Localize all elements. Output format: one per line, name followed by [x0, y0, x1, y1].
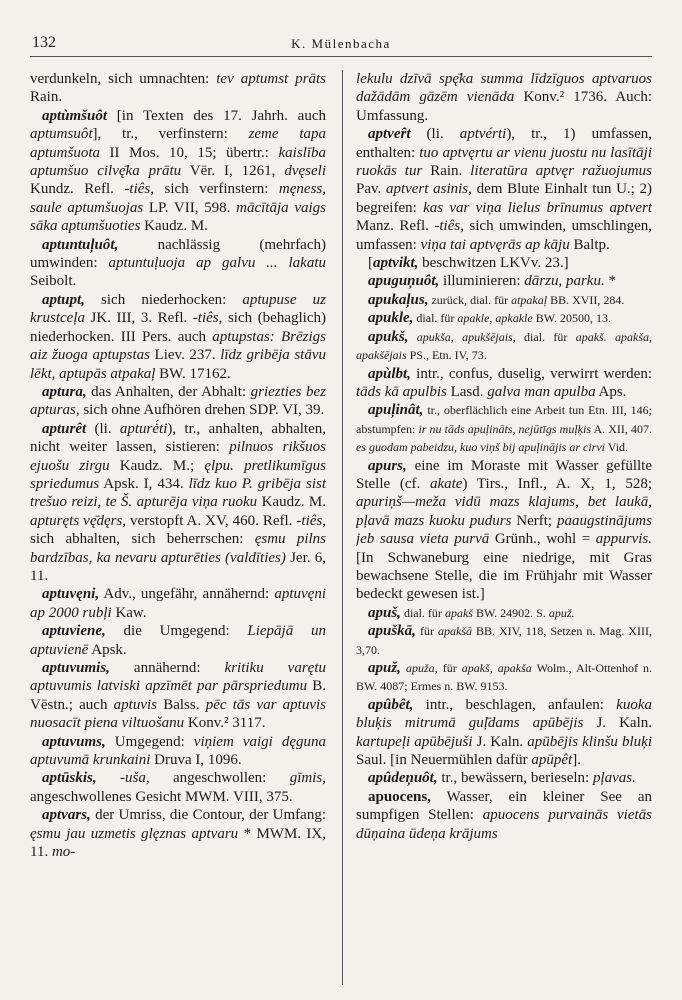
latvian-example: pļavas.: [592, 770, 636, 787]
latvian-example: tāds kā apulbis: [356, 383, 447, 400]
headword: aptuvęni,: [42, 586, 100, 603]
entry-text: Seibolt.: [30, 273, 77, 290]
entry-text: sich abhalten, sich beherrschen:: [30, 531, 255, 548]
latvian-example: ir nu tāds apuļināts, nejūtīgs muļķis: [418, 421, 591, 436]
dictionary-entry: [30, 733, 326, 770]
entry-text: dem Blute Einhalt tun U.; 2) begreifen:: [356, 181, 652, 216]
entry-text: Kaudz. M.: [257, 494, 326, 511]
latvian-example: aptupstas: Brēzigs aiz žuoga aptupstas: [30, 328, 326, 364]
entry-text: Saul. [in Neuermühlen dafür: [356, 752, 532, 769]
entry-text: LP. VII, 598.: [143, 199, 237, 216]
dictionary-entry: [356, 788, 652, 843]
entry-text: das Anhalten, der Abhalt:: [86, 383, 251, 400]
entry-text: sich (behaglich) niederhocken. III Pers. auch: [30, 310, 326, 345]
entry-text: ].: [572, 752, 581, 769]
latvian-example: ęsmu jau uzmetis glęznas aptvaru: [30, 825, 239, 842]
entry-text: Pav.: [356, 181, 386, 198]
entry-text: intr., confus, duselig, verwirrt werden:: [410, 365, 652, 382]
entry-text: Wasser, ein kleiner See an sumpfigen Stellen:: [356, 788, 652, 824]
dictionary-entry: [356, 365, 652, 402]
entry-text: Kaw.: [111, 604, 147, 621]
right-column: [356, 70, 652, 985]
headword: aptuvumis,: [42, 660, 110, 676]
entry-text: verdunkeln, sich umnachten:: [30, 71, 217, 87]
entry-note: tr., oberflächlich eine Arbeit tun Etn. III, 146; abstumpfen:: [356, 403, 652, 436]
headword: apuocens,: [368, 788, 431, 805]
entry-text: Rain.: [30, 89, 63, 106]
dictionary-entry: [356, 70, 652, 125]
latvian-example: -tiês,: [192, 310, 223, 327]
latvian-example: līdz gribēja stāvu lēkt, aptupās atpakaļ: [30, 347, 326, 382]
headword: aptūskis,: [42, 770, 97, 787]
entry-text: Kaudz. M.;: [109, 457, 205, 474]
entry-text: annähernd:: [109, 660, 225, 676]
dictionary-entry: [356, 309, 652, 327]
dictionary-entry: [356, 254, 652, 272]
latvian-example: kuoka bluķis mitrumā guļ̄dams apūbējis: [356, 696, 652, 732]
latvian-example: tev aptumst prāts: [216, 71, 326, 87]
latvian-example: -tiês,: [296, 512, 326, 529]
entry-text: Kaudz. M.: [140, 218, 208, 235]
entry-text: ], tr., verfinstern:: [92, 126, 249, 143]
latvian-example: apuriņš—meža vidū mazs klajums, bet laukā, pļavā mazs kuoku pudurs: [356, 494, 652, 529]
latvian-example: aptvérti: [459, 126, 507, 143]
entry-text: II Mos. 10, 15; übertr.:: [100, 144, 279, 161]
latvian-example: apakš, apakša: [461, 661, 532, 675]
headword: aptuvums,: [42, 733, 106, 750]
latvian-example: zeme tapa aptumšuota: [30, 126, 326, 161]
headword: apukaļus,: [368, 291, 429, 308]
dictionary-entry: [30, 769, 326, 806]
dictionary-entry: [356, 401, 652, 456]
latvian-example: akate: [429, 475, 463, 492]
latvian-example: aptumsuôt: [30, 126, 93, 143]
entry-text: BW. 17162.: [155, 365, 231, 382]
entry-text: angeschwollen:: [149, 770, 290, 787]
entry-text: [in Texten des 17. Jahrh. auch: [107, 107, 326, 124]
page-header: [30, 30, 652, 57]
entry-text: tr., bewässern, berieseln:: [437, 770, 593, 787]
entry-text: Kundz. Refl.: [30, 181, 125, 198]
entry-note: BB. XVII, 284.: [547, 292, 625, 307]
headword: aptuntuļuôt,: [42, 236, 119, 253]
latvian-example: paaugstinājums jeb sausa vieta purvā: [356, 512, 652, 548]
headword: apturêt: [42, 420, 87, 437]
latvian-example: appurvis.: [595, 531, 652, 548]
latvian-example: kas var viņa lielus brīnumus aptvert: [423, 199, 652, 216]
entry-text: Druva I, 1096.: [150, 752, 242, 769]
entry-text: Apsk. I, 434.: [99, 475, 189, 492]
entry-text: Apsk.: [88, 641, 127, 658]
headword: apûbêt,: [368, 696, 414, 713]
entry-text: J. Kaln.: [583, 715, 652, 732]
dictionary-entry: [30, 291, 326, 383]
entry-text: Manz. Refl.: [356, 218, 435, 235]
entry-text: Umgegend:: [105, 733, 194, 750]
latvian-example: kartupeļi apūbējuši: [356, 733, 473, 750]
entry-note: für: [415, 624, 438, 639]
latvian-example: aptuvis: [113, 696, 158, 713]
entry-text: B. Vēstn.; auch: [30, 678, 326, 713]
entry-text: [In Schwaneburg eine niedrige, mit Gras bewachsene Stelle, die im Frühjahr mit Wasser bedeckt gewesen ist.]: [356, 549, 652, 603]
latvian-example: apūbējis klinšu bluķi: [527, 733, 652, 750]
headword: aptuviene,: [42, 623, 106, 640]
entry-note: PS., Etn. IV, 73.: [406, 348, 487, 363]
running-title: K. Mülenbacha: [291, 36, 391, 51]
headword: apuš,: [368, 604, 401, 621]
entry-text: der Umriss, die Contour, der Umfang:: [90, 807, 326, 824]
latvian-example: apukša, apukšējais,: [408, 329, 516, 344]
entry-text: sich umwinden, umschlingen, umfassen:: [356, 218, 652, 253]
entry-note: dial. für: [413, 311, 458, 326]
dictionary-entry: [30, 659, 326, 733]
headword: apuļinât,: [368, 402, 424, 419]
entry-text: eine im Moraste mit Wasser gefüllte Stelle (cf.: [356, 457, 652, 492]
entry-text: Nerft;: [511, 512, 557, 529]
entry-text: Adv., ungefähr, annähernd:: [99, 586, 275, 603]
headword: apûdeņuôt,: [368, 770, 438, 787]
entry-text: ), tr., 1) umfassen, enthalten:: [356, 126, 652, 161]
dictionary-entry: [356, 125, 652, 254]
entry-text: Rain.: [422, 163, 471, 180]
page-number: 132: [32, 34, 56, 51]
entry-text: Aps.: [595, 383, 627, 400]
latvian-example: aptupuse uz krustceļa: [30, 291, 326, 327]
entry-note: BB. XIV, 118, Setzen n. Mag. XIII, 3,70.: [356, 624, 652, 657]
dictionary-entry: [356, 291, 652, 309]
latvian-example: aptuvęni ap 2000 rubļi: [30, 586, 326, 621]
headword: aptura,: [42, 383, 87, 400]
entry-text: Liev. 237.: [149, 347, 221, 364]
left-column: [30, 70, 326, 985]
latvian-example: galva man apulba: [487, 383, 596, 400]
entry-text: verstopft A. XV, 460. Refl.: [126, 512, 297, 529]
entry-note: dial. für: [400, 605, 445, 620]
entry-text: JK. III, 3. Refl.: [84, 310, 193, 327]
entry-note: Wolm., Alt-Ottenhof n. BW. 4087; Ermes n. BW. 9153.: [356, 661, 652, 694]
entry-text: ), tr., anhalten, abhalten, nicht weiter lassen, sistieren:: [30, 420, 326, 456]
latvian-example: apakš. apakša, apakšējais: [356, 329, 652, 363]
entry-text: Jer. 6, 11.: [30, 549, 326, 584]
dictionary-entry: [356, 457, 652, 604]
dictionary-entry: [356, 328, 652, 365]
entry-text: [: [368, 255, 373, 272]
entry-text: Grünh., wohl =: [489, 531, 596, 548]
headword: apukš,: [368, 328, 409, 345]
latvian-example: apuž.: [548, 605, 575, 620]
dictionary-entry: [356, 696, 652, 770]
dictionary-entry: [30, 622, 326, 659]
dictionary-entry: [30, 806, 326, 861]
latvian-example: apuža,: [400, 661, 438, 675]
dictionary-entry: [356, 272, 652, 290]
entry-text: intr., beschlagen, anfaulen:: [413, 696, 617, 713]
latvian-example: gīmis,: [289, 770, 326, 787]
latvian-example: atpakaļ: [511, 292, 548, 307]
dictionary-entry: [30, 585, 326, 622]
latvian-example: dvęseli: [284, 163, 326, 180]
latvian-example: ęlpu. pretlikumīgus spriedumus: [30, 457, 326, 492]
latvian-example: es guodam pabeidzu, kuo viņš bij apuļinājis ar cirvi: [356, 440, 605, 455]
latvian-example: apuocens purvainās vietās dūņaina ūdeņa krājums: [356, 807, 652, 842]
entry-text: nachlässig (mehrfach) umwinden:: [30, 236, 326, 272]
entry-note: A. XII, 407.: [591, 421, 652, 436]
entry-text: die Umgegend:: [105, 623, 248, 640]
dictionary-entry: [356, 659, 652, 696]
entry-text: * MWM. IX, 11.: [30, 825, 326, 861]
latvian-example: viņa tai aptvęrās ap kāju: [420, 236, 570, 253]
entry-text: Baltp.: [569, 236, 610, 253]
headword: aptupt,: [42, 291, 85, 308]
latvian-example: literatūra aptvęr ražuojumus: [470, 163, 652, 180]
latvian-example: līdz kuo P. gribēja sist trešuo reizi, te Š. apturēja viņa ruoku: [30, 475, 326, 511]
entry-text: sich verfinstern:: [153, 181, 279, 198]
dictionary-entry: [356, 769, 652, 787]
entry-note: dial. für: [515, 329, 576, 344]
latvian-example: kaislība aptumšuo cilvę̄ka prātu: [30, 144, 326, 180]
latvian-example: lekulu dzīvā spę̄ka summa līdzīguos aptvaruos dažādām gāzēm vienāda: [356, 71, 652, 106]
headword: apuškā,: [368, 623, 416, 640]
latvian-example: ęsmu pilns bardzības, ka nevaru apturēties (valdīties): [30, 531, 326, 566]
dictionary-entry: [356, 622, 652, 659]
entry-text: beschwitzen LKVv. 23.]: [418, 255, 569, 272]
entry-note: für: [437, 661, 462, 675]
entry-text: Konv.² 1736. Auch: Umfassung.: [356, 89, 652, 124]
entry-note: zurück, dial. für: [428, 292, 512, 307]
headword: aptveȓt: [368, 126, 411, 143]
dictionary-entry: [30, 236, 326, 291]
entry-note: Vid.: [604, 440, 629, 455]
headword: apukle,: [368, 310, 414, 327]
dictionary-entry: [30, 70, 326, 107]
latvian-example: apakšā: [437, 624, 472, 639]
dictionary-entry: [30, 420, 326, 586]
entry-text: sich ohne Aufhören drehen SDP. VI, 39.: [79, 402, 325, 419]
latvian-example: apturė́ti: [119, 420, 168, 437]
latvian-example: apturęts vę̄dęrs,: [30, 512, 127, 529]
latvian-example: aptuntuļuoja ap galvu ... lakatu: [108, 255, 326, 272]
latvian-example: -tiês,: [124, 181, 154, 198]
latvian-example: apūpêt: [531, 752, 573, 769]
headword: apùlbt,: [368, 365, 411, 382]
headword: apuž,: [368, 660, 401, 676]
latvian-example: griezties bez apturas,: [30, 383, 326, 419]
column-divider: [342, 70, 343, 985]
latvian-example: tuo aptvęrtu ar vienu juostu nu lasītāji ruokās tur: [356, 144, 652, 180]
entry-text: angeschwollenes Gesicht MWM. VIII, 375.: [30, 788, 293, 805]
entry-text: (li.: [410, 126, 460, 143]
dictionary-entry: [30, 107, 326, 236]
entry-note: BW. 20500, 13.: [532, 311, 611, 326]
entry-text: Konv.² 3117.: [184, 715, 266, 732]
latvian-example: apakle, apkakle: [457, 311, 533, 326]
latvian-example: Liepājā un aptuvienē: [30, 623, 326, 658]
entry-text: ) Tirs., Infl., A. X, 1, 528;: [462, 475, 652, 492]
latvian-example: mo-: [51, 844, 76, 861]
headword: aptvikt,: [373, 255, 419, 272]
headword: apurs,: [368, 457, 407, 474]
latvian-example: mācītāja vaigs sāka aptumšuoties: [30, 199, 326, 235]
dictionary-entry: [356, 604, 652, 622]
headword: aptùmšuôt: [42, 107, 108, 124]
latvian-example: pilnuos rikšuos ejuošu zirgu: [30, 439, 326, 474]
entry-text: Vēr. I, 1261,: [181, 163, 285, 180]
entry-text: (li.: [86, 420, 120, 437]
entry-text: Lasd.: [446, 383, 488, 400]
latvian-example: dārzu, parku.: [524, 273, 605, 290]
entry-note: BW. 24902. S.: [472, 605, 549, 620]
latvian-example: aptvert asinis,: [385, 181, 472, 198]
entry-text: illuminieren:: [439, 273, 525, 290]
headword: apuguņuôt,: [368, 273, 440, 290]
latvian-example: -tiês,: [434, 218, 464, 235]
entry-text: sich niederhocken:: [84, 291, 243, 308]
latvian-example: kritiku varętu aptuvumis latviski apzīmēt par pārspriedumu: [30, 660, 326, 695]
entry-text: Balss.: [157, 696, 206, 713]
latvian-example: -uša,: [96, 770, 150, 787]
entry-text: *: [604, 273, 616, 290]
dictionary-entry: [30, 383, 326, 420]
headword: aptvars,: [42, 807, 91, 824]
entry-text: J. Kaln.: [472, 733, 528, 750]
latvian-example: pēc tās var aptuvis nuosacīt piena viltuošanu: [30, 696, 326, 732]
latvian-example: apakš: [444, 605, 473, 620]
latvian-example: męness, saule aptumšuojas: [30, 181, 326, 216]
latvian-example: viņiem vaigi dęguna aptuvumā krunkaini: [30, 733, 326, 769]
